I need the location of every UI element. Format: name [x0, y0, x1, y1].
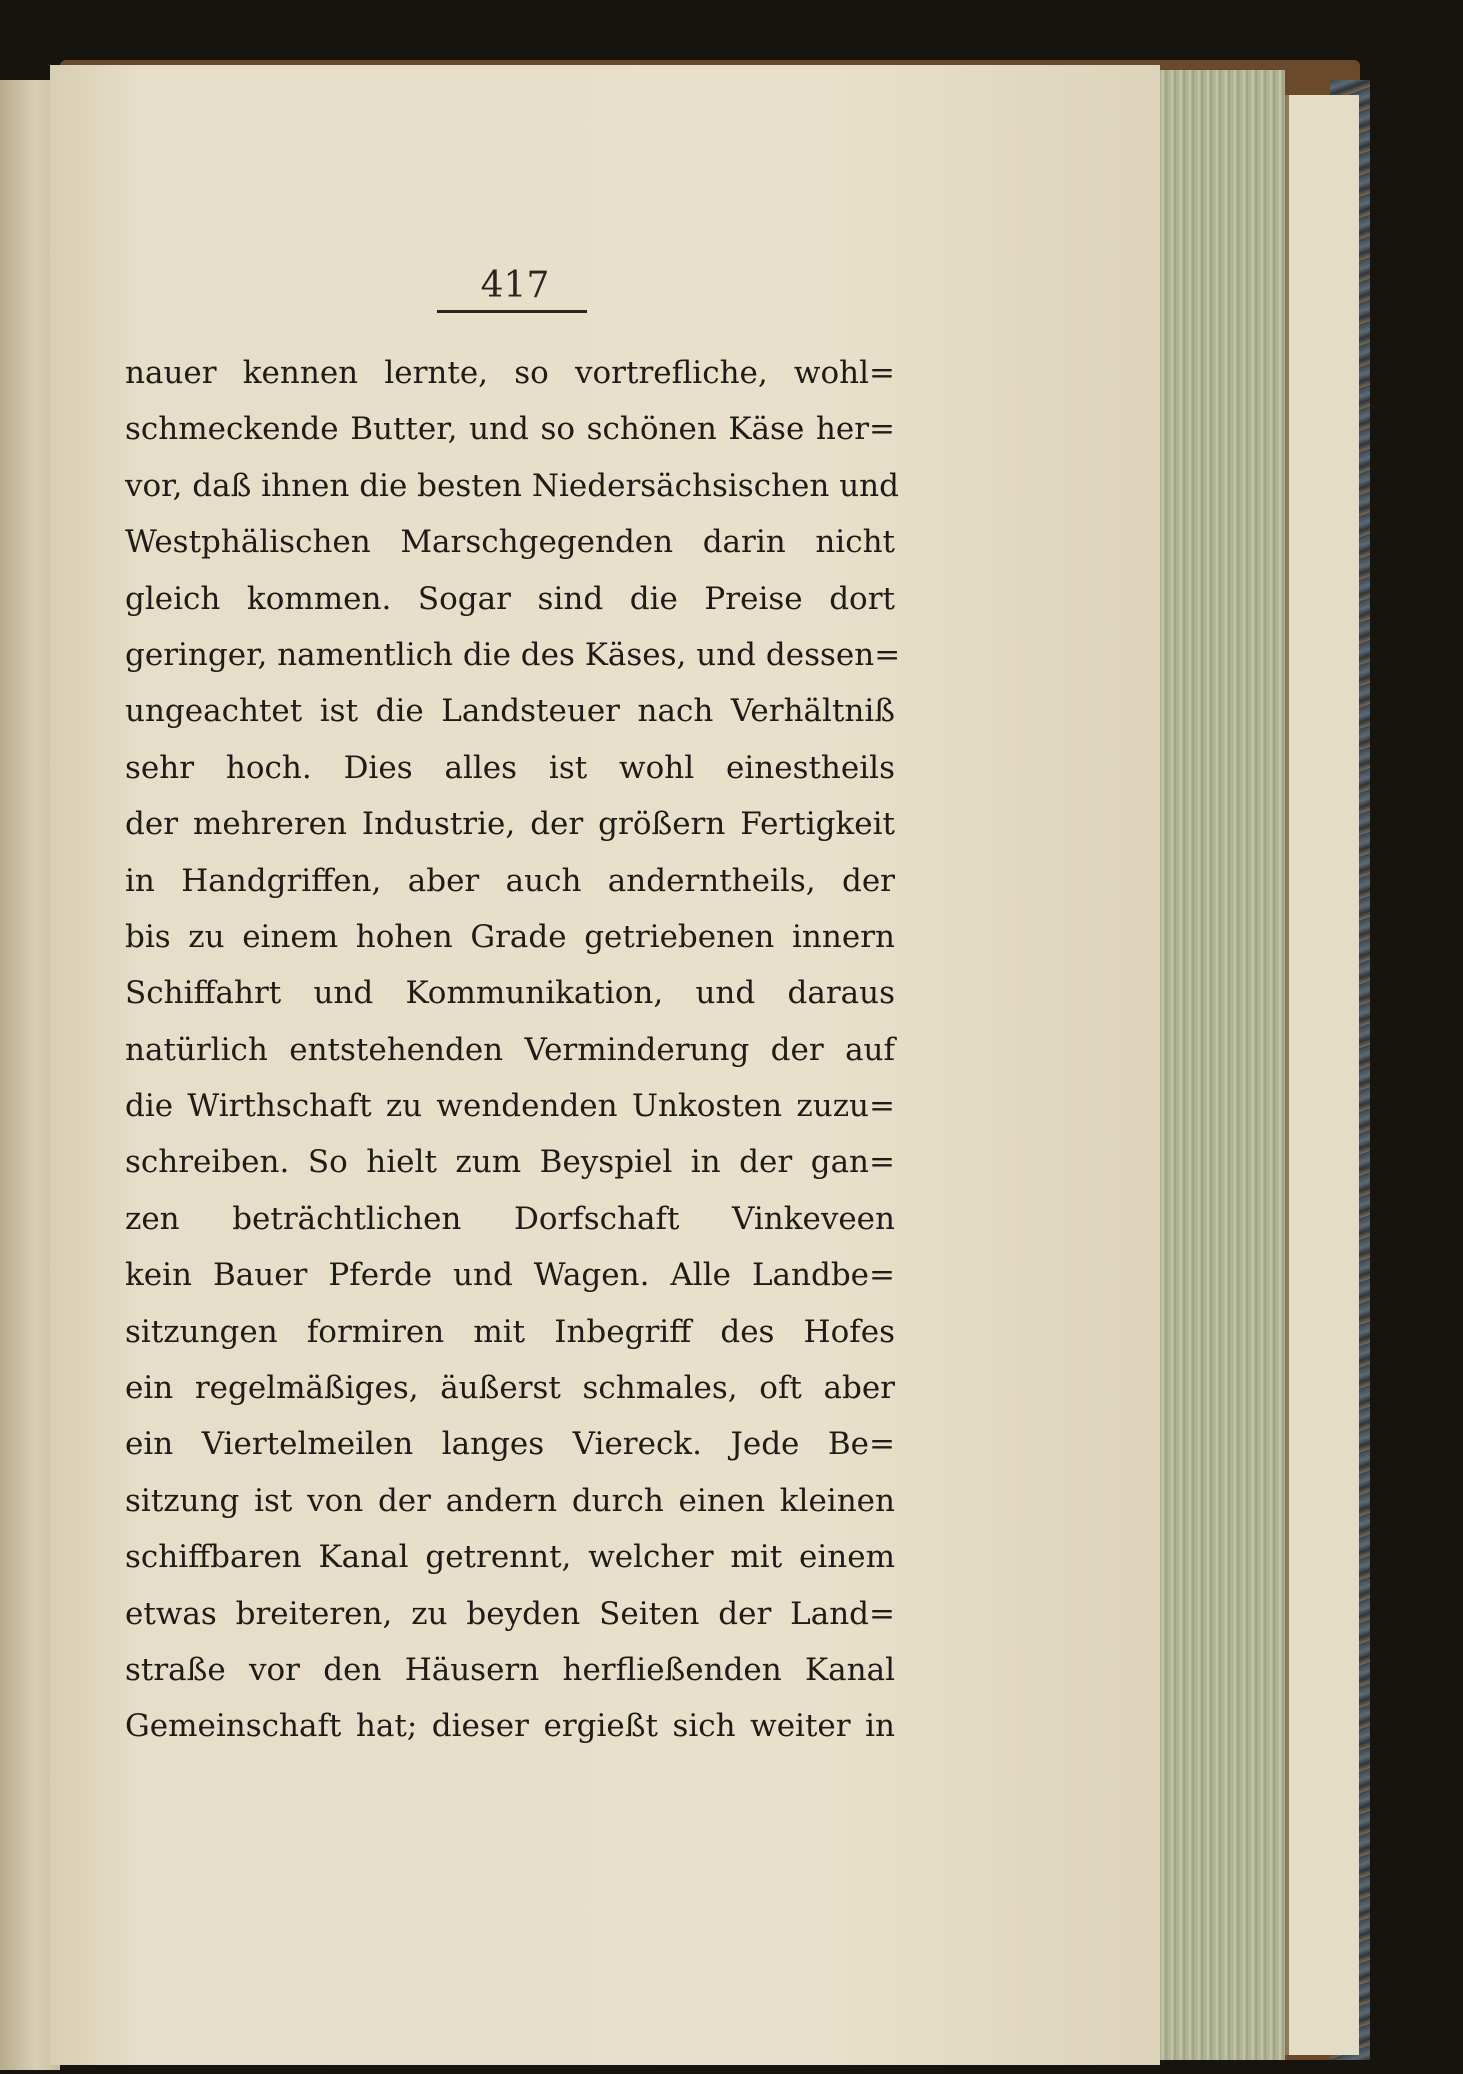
- text-line: ein Viertelmeilen langes Viereck. Jede Be=: [125, 1426, 895, 1463]
- text-line: zen beträchtlichen Dorfschaft Vinkeveen: [125, 1200, 895, 1237]
- page-block-edge: [1285, 95, 1359, 2055]
- text-line: schreiben. So hielt zum Beyspiel in der gan=: [125, 1144, 895, 1181]
- text-line: Gemeinschaft hat; dieser ergießt sich weiter in: [125, 1708, 895, 1745]
- text-line: kein Bauer Pferde und Wagen. Alle Landbe=: [125, 1257, 895, 1294]
- text-line: sehr hoch. Dies alles ist wohl einestheils: [125, 749, 895, 786]
- text-line: natürlich entstehenden Verminderung der auf: [125, 1031, 895, 1068]
- text-line: etwas breiteren, zu beyden Seiten der Land=: [125, 1595, 895, 1632]
- text-line: ungeachtet ist die Landsteuer nach Verhältniß: [125, 693, 895, 730]
- text-line: gleich kommen. Sogar sind die Preise dort: [125, 580, 895, 617]
- text-line: sitzung ist von der andern durch einen kleinen: [125, 1482, 895, 1519]
- page-fore-edge: [1160, 70, 1285, 2060]
- page-number-rule: [437, 310, 587, 313]
- text-line: ein regelmäßiges, äußerst schmales, oft aber: [125, 1370, 895, 1407]
- text-line: die Wirthschaft zu wendenden Unkosten zuzu=: [125, 1088, 895, 1125]
- text-line: bis zu einem hohen Grade getriebenen innern: [125, 918, 895, 955]
- text-line: schmeckende Butter, und so schönen Käse her=: [125, 411, 895, 448]
- text-line: vor, daß ihnen die besten Niedersächsischen und: [125, 467, 899, 504]
- page-number: 417: [480, 265, 550, 306]
- text-line: nauer kennen lernte, so vortrefliche, wohl=: [125, 355, 895, 391]
- text-line: schiffbaren Kanal getrennt, welcher mit einem: [125, 1539, 895, 1576]
- text-line: in Handgriffen, aber auch anderntheils, der: [125, 862, 895, 899]
- text-line: geringer, namentlich die des Käses, und dessen=: [125, 636, 901, 673]
- body-text: [125, 345, 901, 1755]
- text-line: straße vor den Häusern herfließenden Kanal: [125, 1651, 895, 1688]
- text-line: Westphälischen Marschgegenden darin nicht: [125, 524, 895, 561]
- text-line: sitzungen formiren mit Inbegriff des Hofes: [125, 1313, 895, 1350]
- text-line: Schiffahrt und Kommunikation, und daraus: [125, 975, 895, 1012]
- text-line: der mehreren Industrie, der größern Fertigkeit: [125, 806, 895, 843]
